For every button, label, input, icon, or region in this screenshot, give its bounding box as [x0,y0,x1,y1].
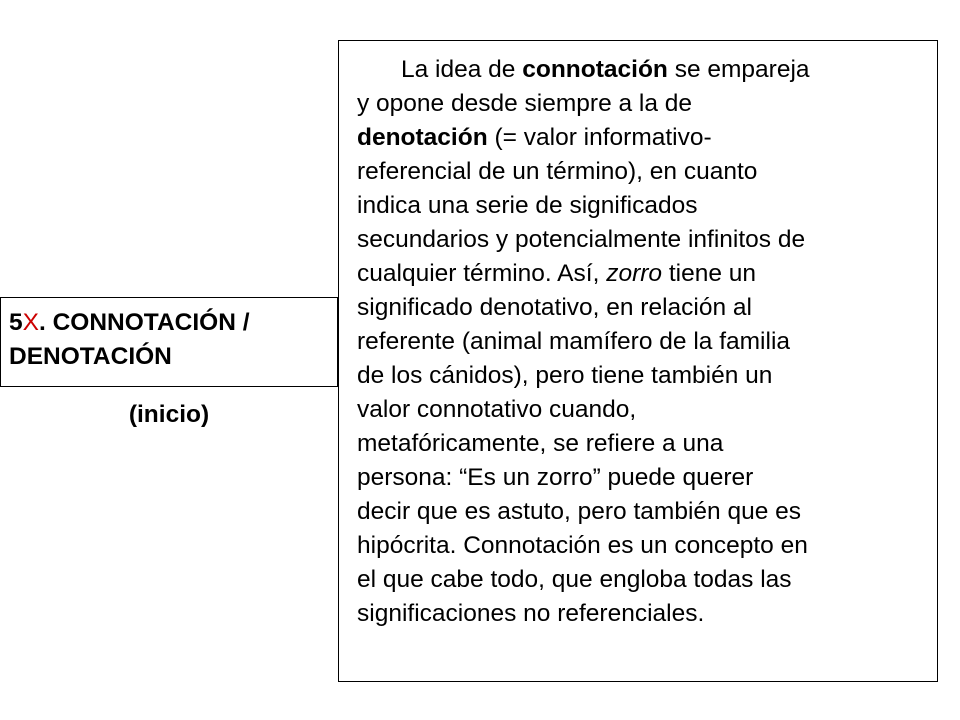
section-number: 5 [9,309,23,336]
text-line: metafóricamente, se refiere a una [357,430,724,457]
section-title-line1 [9,306,329,340]
text-line: persona: “Es un zorro” puede querer [357,464,754,491]
text-line: de los cánidos), pero tiene también un [357,362,773,389]
text-line: referente (animal mamífero de la familia [357,328,791,355]
term-denotacion: denotación [357,124,488,151]
text-line: y opone desde siempre a la de [357,90,693,117]
definition-text-box [338,40,938,682]
term-connotacion: connotación [522,56,668,83]
example-word: zorro [606,260,663,287]
text-line: referencial de un término), en cuanto [357,158,758,185]
section-title-text: . CONNOTACIÓN / [38,309,250,336]
text-line: secundarios y potencialmente infinitos de [357,226,806,253]
text-line: decir que es astuto, pero también que es [357,498,802,525]
text-line: significado denotativo, en relación al [357,294,752,321]
section-title-box [0,297,338,387]
section-letter: X [22,309,39,336]
text-fragment: tiene un [662,260,757,287]
text-line [357,53,927,87]
text-line: significaciones no referenciales. [357,600,705,627]
text-line: valor connotativo cuando, [357,396,637,423]
text-fragment: (= valor informativo- [487,124,712,151]
section-title-main [9,306,250,340]
text-line: hipócrita. Connotación es un concepto en [357,532,808,559]
text-fragment: cualquier término. Así, [357,260,607,287]
text-line: indica una serie de significados [357,192,698,219]
text-line [357,257,927,291]
text-line: el que cabe todo, que engloba todas las [357,566,792,593]
text-fragment: La idea de [401,56,523,83]
text-fragment: se empareja [667,56,810,83]
text-line [357,121,927,155]
section-title-line2: DENOTACIÓN [9,343,172,370]
section-subtitle: (inicio) [128,401,210,428]
